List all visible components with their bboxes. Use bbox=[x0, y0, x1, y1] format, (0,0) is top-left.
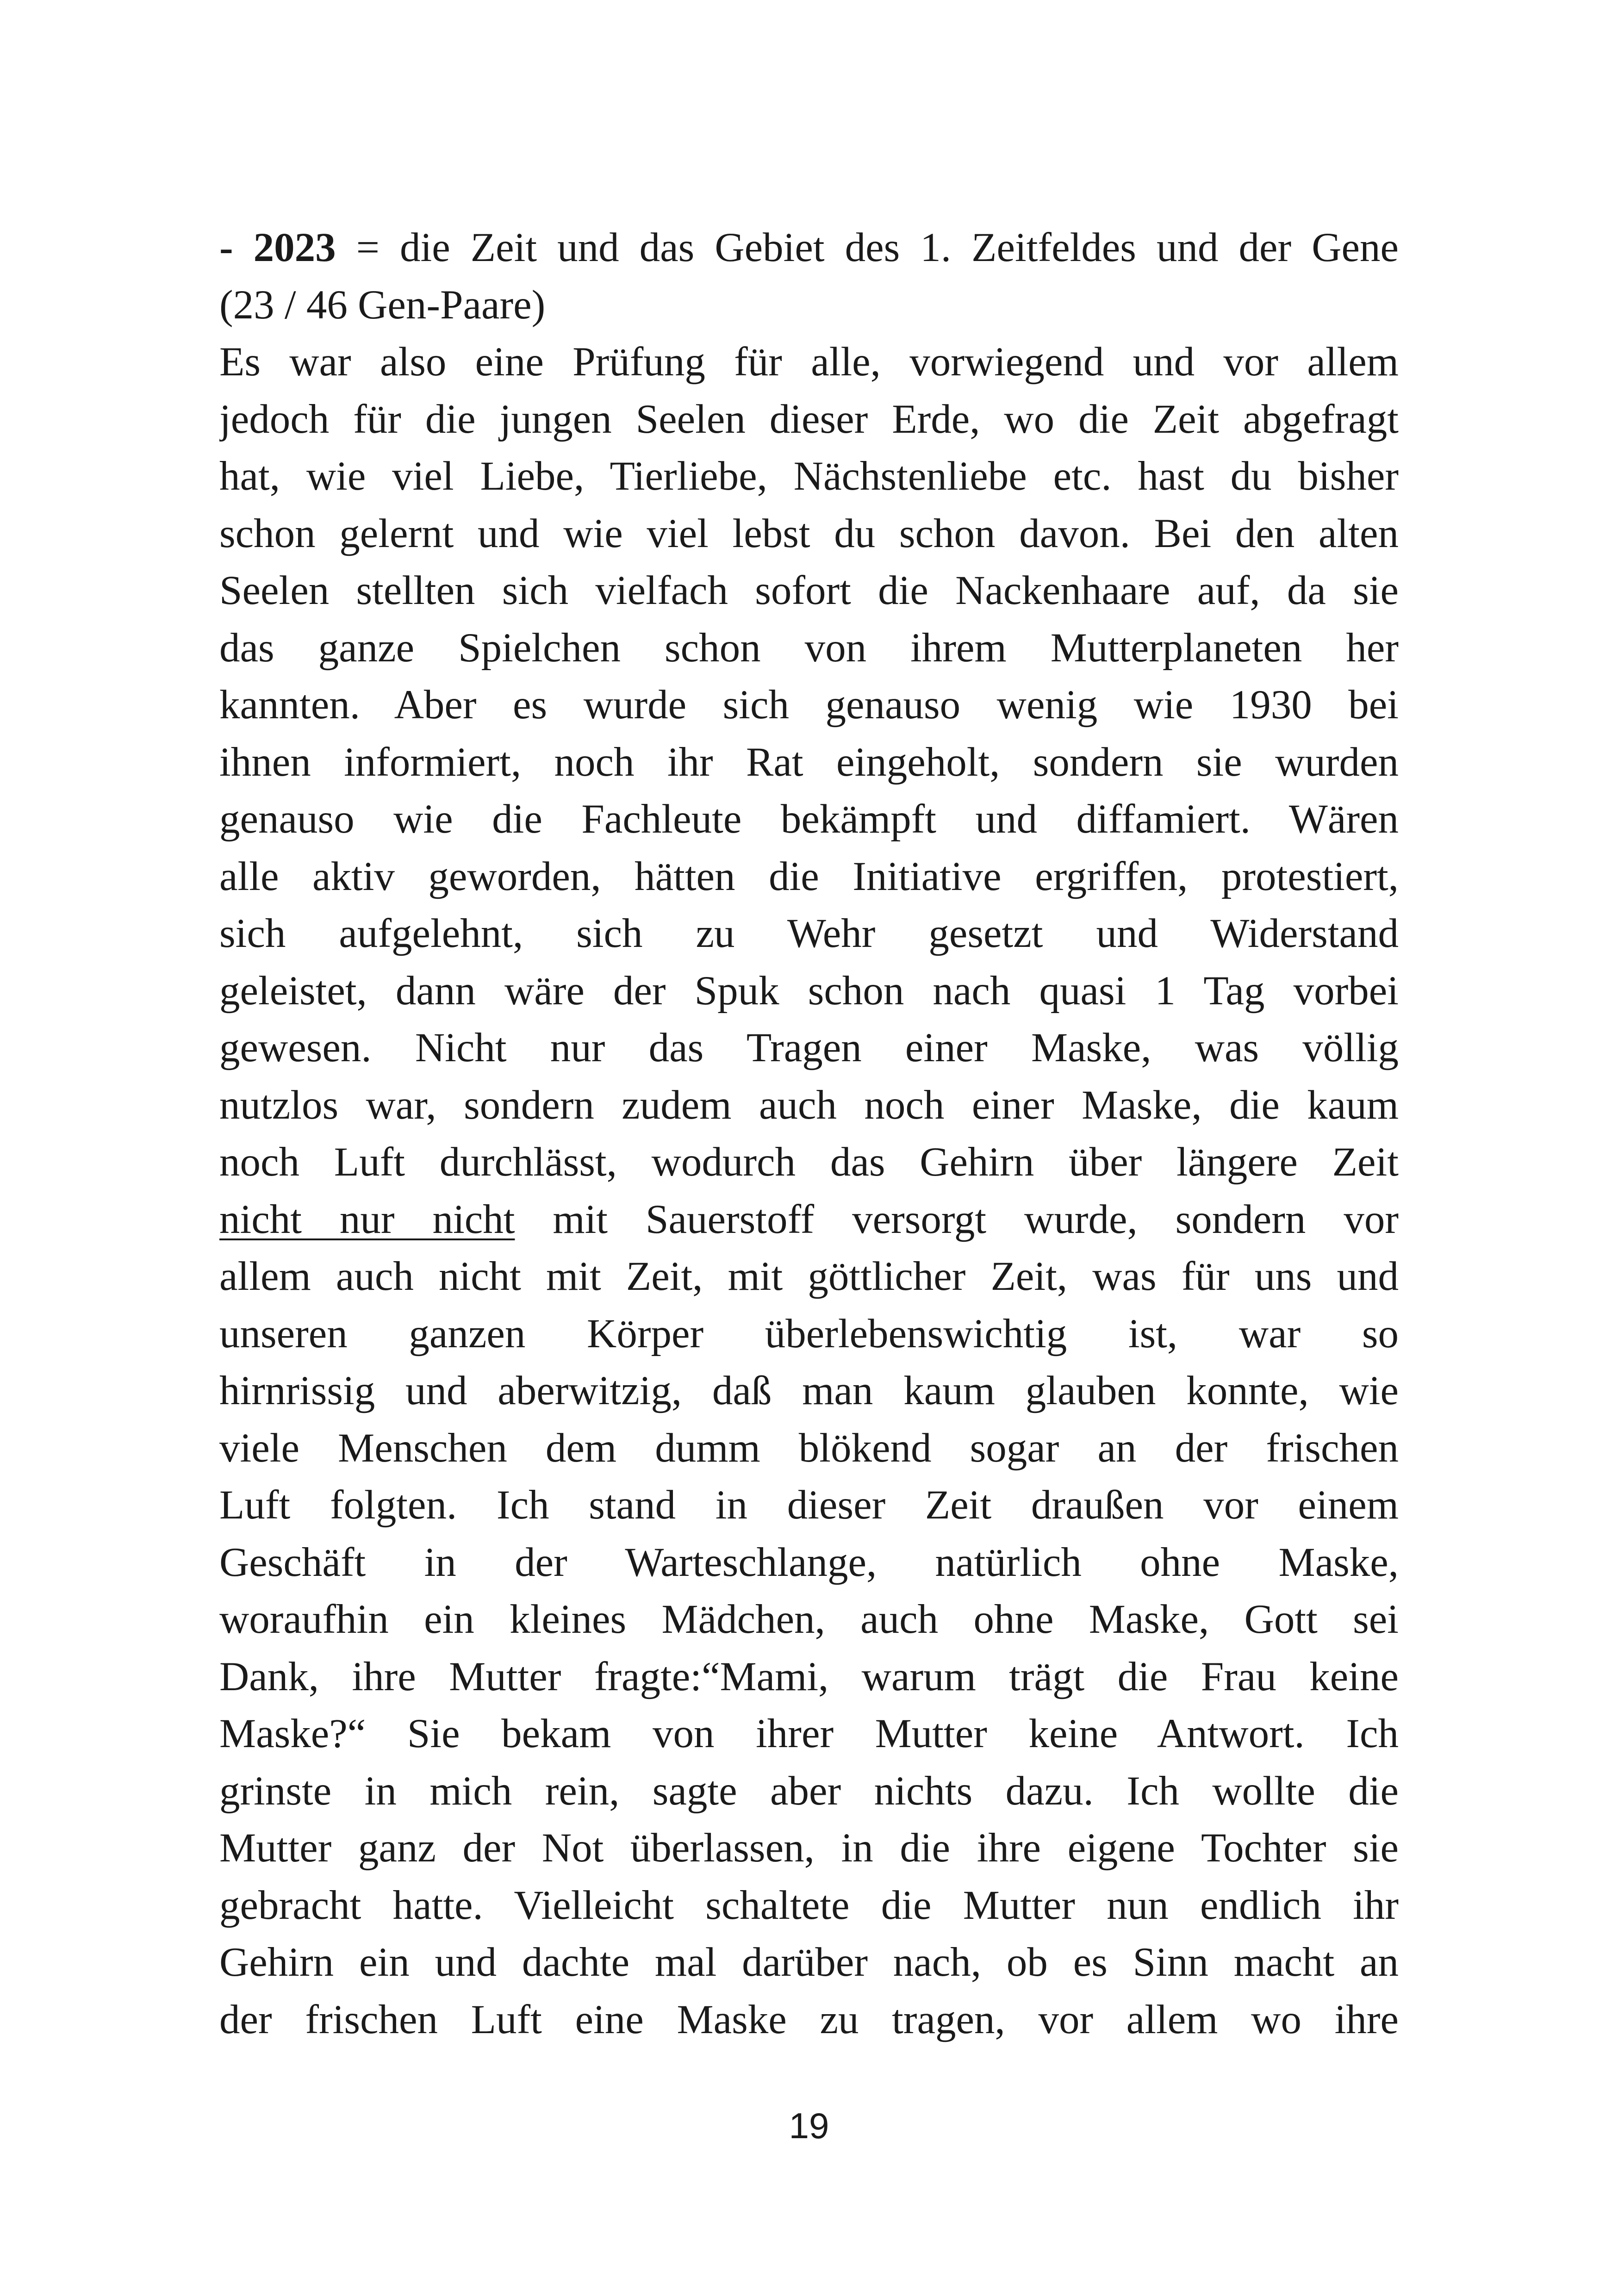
text-line: kannten. Aber es wurde sich genauso wenig wie 1930 bei bbox=[219, 682, 1399, 728]
text-line: grinste in mich rein, sagte aber nichts dazu. Ich wollte die bbox=[219, 1768, 1399, 1814]
text-line: Dank, ihre Mutter fragte:“Mami, warum trägt die Frau keine bbox=[219, 1654, 1399, 1699]
text-line: Geschäft in der Warteschlange, natürlich ohne Maske, bbox=[219, 1539, 1399, 1585]
text-line: Gehirn ein und dachte mal darüber nach, ob es Sinn macht an bbox=[219, 1940, 1399, 1985]
text-line: unseren ganzen Körper überlebenswichtig ist, war so bbox=[219, 1311, 1399, 1356]
text-line: genauso wie die Fachleute bekämpft und diffamiert. Wären bbox=[219, 796, 1399, 842]
text-line: hirnrissig und aberwitzig, daß man kaum glauben konnte, wie bbox=[219, 1368, 1399, 1413]
text-line: woraufhin ein kleines Mädchen, auch ohne Maske, Gott sei bbox=[219, 1597, 1399, 1642]
text-line: ihnen informiert, noch ihr Rat eingeholt, sondern sie wurden bbox=[219, 739, 1399, 785]
text-line: Luft folgten. Ich stand in dieser Zeit draußen vor einem bbox=[219, 1482, 1399, 1528]
text-line: jedoch für die jungen Seelen dieser Erde, wo die Zeit abgefragt bbox=[219, 396, 1399, 442]
heading-text: = die Zeit und das Gebiet des 1. Zeitfeldes und der Gene bbox=[336, 225, 1399, 270]
text-line: nutzlos war, sondern zudem auch noch einer Maske, die kaum bbox=[219, 1082, 1399, 1128]
text-line: das ganze Spielchen schon von ihrem Mutterplaneten her bbox=[219, 625, 1399, 671]
text-line: gebracht hatte. Vielleicht schaltete die Mutter nun endlich ihr bbox=[219, 1882, 1399, 1928]
heading-year: - 2023 bbox=[219, 225, 336, 270]
text-line: Maske?“ Sie bekam von ihrer Mutter keine Antwort. Ich bbox=[219, 1711, 1399, 1756]
text-line: Mutter ganz der Not überlassen, in die ihre eigene Tochter sie bbox=[219, 1825, 1399, 1871]
text-line: noch Luft durchlässt, wodurch das Gehirn über längere Zeit bbox=[219, 1139, 1399, 1185]
text-line: schon gelernt und wie viel lebst du schon davon. Bei den alten bbox=[219, 510, 1399, 556]
text-line: alle aktiv geworden, hätten die Initiative ergriffen, protestiert, bbox=[219, 853, 1399, 899]
heading-line bbox=[219, 219, 1399, 277]
text-line: hat, wie viel Liebe, Tierliebe, Nächstenliebe etc. hast du bisher bbox=[219, 454, 1399, 499]
text-line: gewesen. Nicht nur das Tragen einer Maske, was völlig bbox=[219, 1025, 1399, 1070]
page-number: 19 bbox=[789, 2105, 829, 2146]
underlined-text-line bbox=[219, 1191, 1399, 1249]
text-line-rest: mit Sauerstoff versorgt wurde, sondern vor bbox=[515, 1196, 1399, 1242]
text-line: viele Menschen dem dumm blökend sogar an der frischen bbox=[219, 1425, 1399, 1471]
text-line: allem auch nicht mit Zeit, mit göttlicher Zeit, was für uns und bbox=[219, 1254, 1399, 1299]
underlined-phrase: nicht nur nicht bbox=[219, 1196, 515, 1242]
body-text bbox=[219, 219, 1399, 2048]
text-line: geleistet, dann wäre der Spuk schon nach quasi 1 Tag vorbei bbox=[219, 968, 1399, 1014]
text-line: Seelen stellten sich vielfach sofort die Nackenhaare auf, da sie bbox=[219, 568, 1399, 613]
text-line: sich aufgelehnt, sich zu Wehr gesetzt und Widerstand bbox=[219, 911, 1399, 956]
subheading-line: (23 / 46 Gen-Paare) bbox=[219, 282, 546, 328]
text-line: der frischen Luft eine Maske zu tragen, vor allem wo ihre bbox=[219, 1997, 1399, 2042]
text-line: Es war also eine Prüfung für alle, vorwiegend und vor allem bbox=[219, 339, 1399, 385]
